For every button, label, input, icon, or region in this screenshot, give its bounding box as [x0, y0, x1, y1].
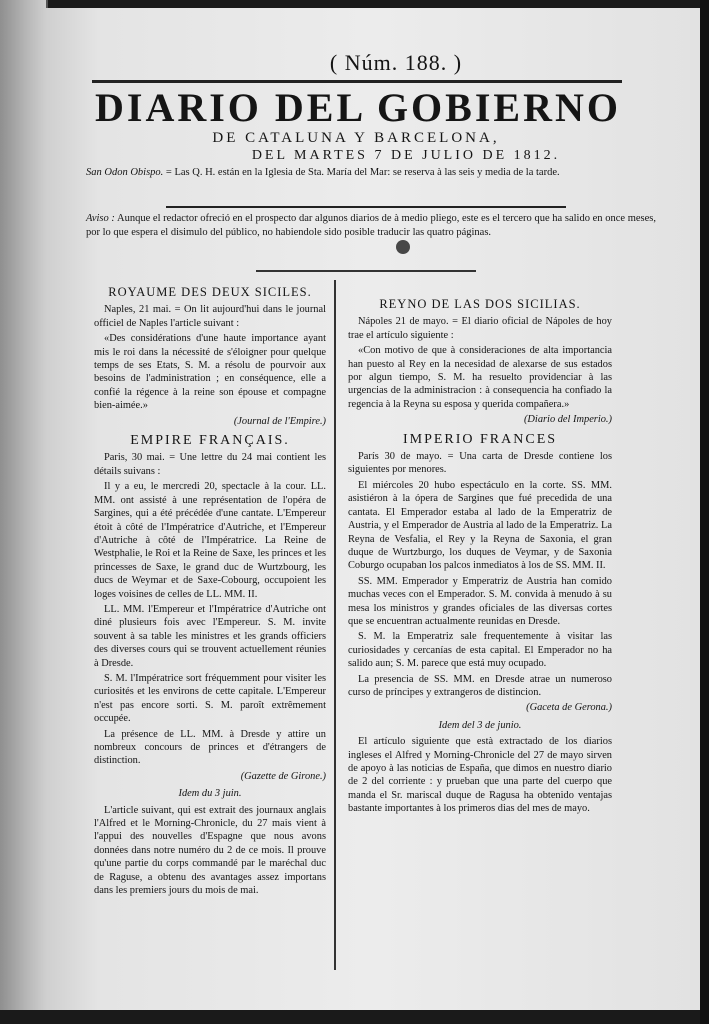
paragraph: El artículo siguiente que està extractado de los diarios ingleses el Alfred y Morning-Chronicle del 27 de mayo sirven de apoyo à las noticias de España, que dimos en nuestro diario de 2 del corriente : y prueban que una parte del cuerpo que manda el Sr. mariscal duque de Ragusa ha obtenido ventajas bastante importantes à los primeros dias del mes de mayo.	[348, 736, 612, 815]
heading-empire-francais: EMPIRE FRANÇAIS.	[130, 433, 290, 449]
paragraph: «Des considérations d'une haute importance ayant mis le roi dans la nécessité de s'éloigner pour quelque temps de ses Etats, S. M. a résolu de pourvoir aux besoins de l'administration ; en conséquence, elle a confié la régence à la reine son épouse et compagne bien-aimée.»	[94, 333, 326, 412]
issue-number: ( Núm. 188. )	[329, 50, 463, 75]
saint-text: = Las Q. H. están en la Iglesia de Sta. María del Mar: se reserva à las seis y media de la tarde.	[165, 167, 560, 178]
scan-border	[700, 0, 709, 1024]
paragraph: París 30 de mayo. = Una carta de Dresde contiene los siguientes por menores.	[348, 451, 612, 476]
heading-dos-sicilias: REYNO DE LAS DOS SICILIAS.	[379, 297, 581, 311]
aviso-notice	[86, 212, 656, 240]
section-rule	[166, 206, 566, 208]
source-citation: (Diario del Imperio.)	[523, 414, 612, 426]
saint-notice	[86, 166, 656, 180]
issue-date: DEL MARTES 7 DE JULIO DE 1812.	[251, 148, 561, 163]
paragraph: Paris, 30 mai. = Une lettre du 24 mai contient les détails suivans :	[94, 452, 326, 477]
paragraph: «Con motivo de que à consideraciones de alta importancia han puesto al Rey en la necesidad de alexarse de sus estados por algun tiempo, S. M. ha resuelto providenciar à las urgencias de la administracion : à consequencia ha confiado la regencia à la Reyna su esposa y querida compañera.»	[348, 345, 612, 410]
paragraph: L'article suivant, qui est extrait des journaux anglais l'Alfred et le Morning-Chronicle, du 27 mais vient à l'appui des nouvelles d'Espagne que nous avons données dans notre numéro du 2 de ce mois. Il prouve qu'une partie du corps commandé par le maréchal duc de Raguse, a obtenu des avantages assez importans dans les premiers jours du mois de mai.	[94, 804, 326, 897]
idem-dateline: Idem du 3 juin.	[178, 788, 242, 800]
spanish-column	[348, 296, 612, 818]
aviso-label: Aviso :	[86, 213, 115, 224]
source-citation: (Gaceta de Gerona.)	[526, 702, 612, 714]
paragraph: Nápoles 21 de mayo. = El diario oficial de Nápoles de hoy trae el artículo siguiente :	[348, 316, 612, 341]
paragraph: SS. MM. Emperador y Emperatriz de Austria han comido muchas veces con el Emperador. S. M. convida à menudo à su mesa los ministros y grandes oficiales de las diversas cortes que se encuentran actualmente reunidas en Dresde.	[348, 575, 612, 627]
paragraph: S. M. l'Impératrice sort fréquemment pour visiter les curiosités et les environs de cette capitale. L'Empereur n'est pas encore sorti. S. M. paroît extrêmement occupée.	[94, 672, 326, 725]
newspaper-subtitle: DE CATALUNA Y BARCELONA,	[212, 130, 500, 146]
source-citation: (Gazette de Girone.)	[240, 770, 326, 782]
aviso-text: Aunque el redactor ofreció en el prospecto dar algunos diarios de à medio pliego, este es el tercero que ha salido en once meses, por lo que espera el disimulo del público, no habiendole sido posible traducir las quatro páginas.	[86, 213, 656, 238]
french-column	[94, 284, 326, 899]
column-divider	[334, 280, 336, 970]
paragraph: S. M. la Emperatriz sale frequentemente à visitar las curiosidades y cercanías de esta capital. El Emperador no ha salido aun; S. M. parece que está muy ocupado.	[348, 631, 612, 670]
heading-imperio-frances: IMPERIO FRANCES	[402, 431, 558, 447]
paragraph: La présence de LL. MM. à Dresde y attire un nombreux concours de princes et d'étrangers de distinction.	[94, 728, 326, 767]
columns-rule	[256, 270, 476, 272]
saint-name: San Odon Obispo.	[86, 167, 164, 178]
paragraph: El miércoles 20 hubo espectáculo en la corte. SS. MM. asistiéron à la ópera de Sargines que fué precedida de una cantata. El Emperador estaba al lado de la Emperatriz de Austria, y el Emperador de Austria al lado de la Emperatriz. La Reyna de Vesfalia, el Rey y la Reyna de Saxonia, el gran duque de Wurtzburgo, los duques de Veymar, y de Saxonia Coburgo ocupaban los palcos inmediatos à los de SS. MM. II.	[348, 479, 612, 572]
masthead-rule	[92, 80, 622, 83]
idem-dateline: Idem del 3 de junio.	[438, 719, 522, 731]
heading-deux-siciles: ROYAUME DES DEUX SICILES.	[108, 285, 312, 299]
newspaper-title: DIARIO DEL GOBIERNO	[95, 85, 621, 130]
source-citation: (Journal de l'Empire.)	[233, 415, 326, 427]
paragraph: LL. MM. l'Empereur et l'Impératrice d'Autriche ont diné plusieurs fois avec l'Empereur. S. M. invite souvent à sa table les ministres et les grands officiers des diverses cours qui se trouvent actuellement réunies à Dresde.	[94, 603, 326, 669]
newspaper-page	[46, 8, 700, 1010]
paragraph: Il y a eu, le mercredi 20, spectacle à la cour. LL. MM. ont assisté à une représentation de l'opéra de Sargines, qui a été précédée d'une cantate. L'Empereur étoit à côté de l'Impératrice d'Autriche, et l'Empereur d'Autriche à côté de l'Impératrice. La Reine de Westphalie, le Roi et la Reine de Saxe, les princes et les princesses de Saxe, le grand duc de Wurtzbourg, les ducs de Weymar et de Saxe-Cobourg, occupoient les loges voisines de celles de LL. MM. II.	[94, 481, 327, 600]
paragraph: Naples, 21 mai. = On lit aujourd'hui dans le journal officiel de Naples l'article suivant :	[94, 304, 326, 329]
left-page-edge	[0, 0, 48, 1010]
paragraph: La presencia de SS. MM. en Dresde atrae un numeroso curso de príncipes y extrangeros de distincion.	[348, 673, 612, 698]
ink-blot	[396, 240, 410, 254]
